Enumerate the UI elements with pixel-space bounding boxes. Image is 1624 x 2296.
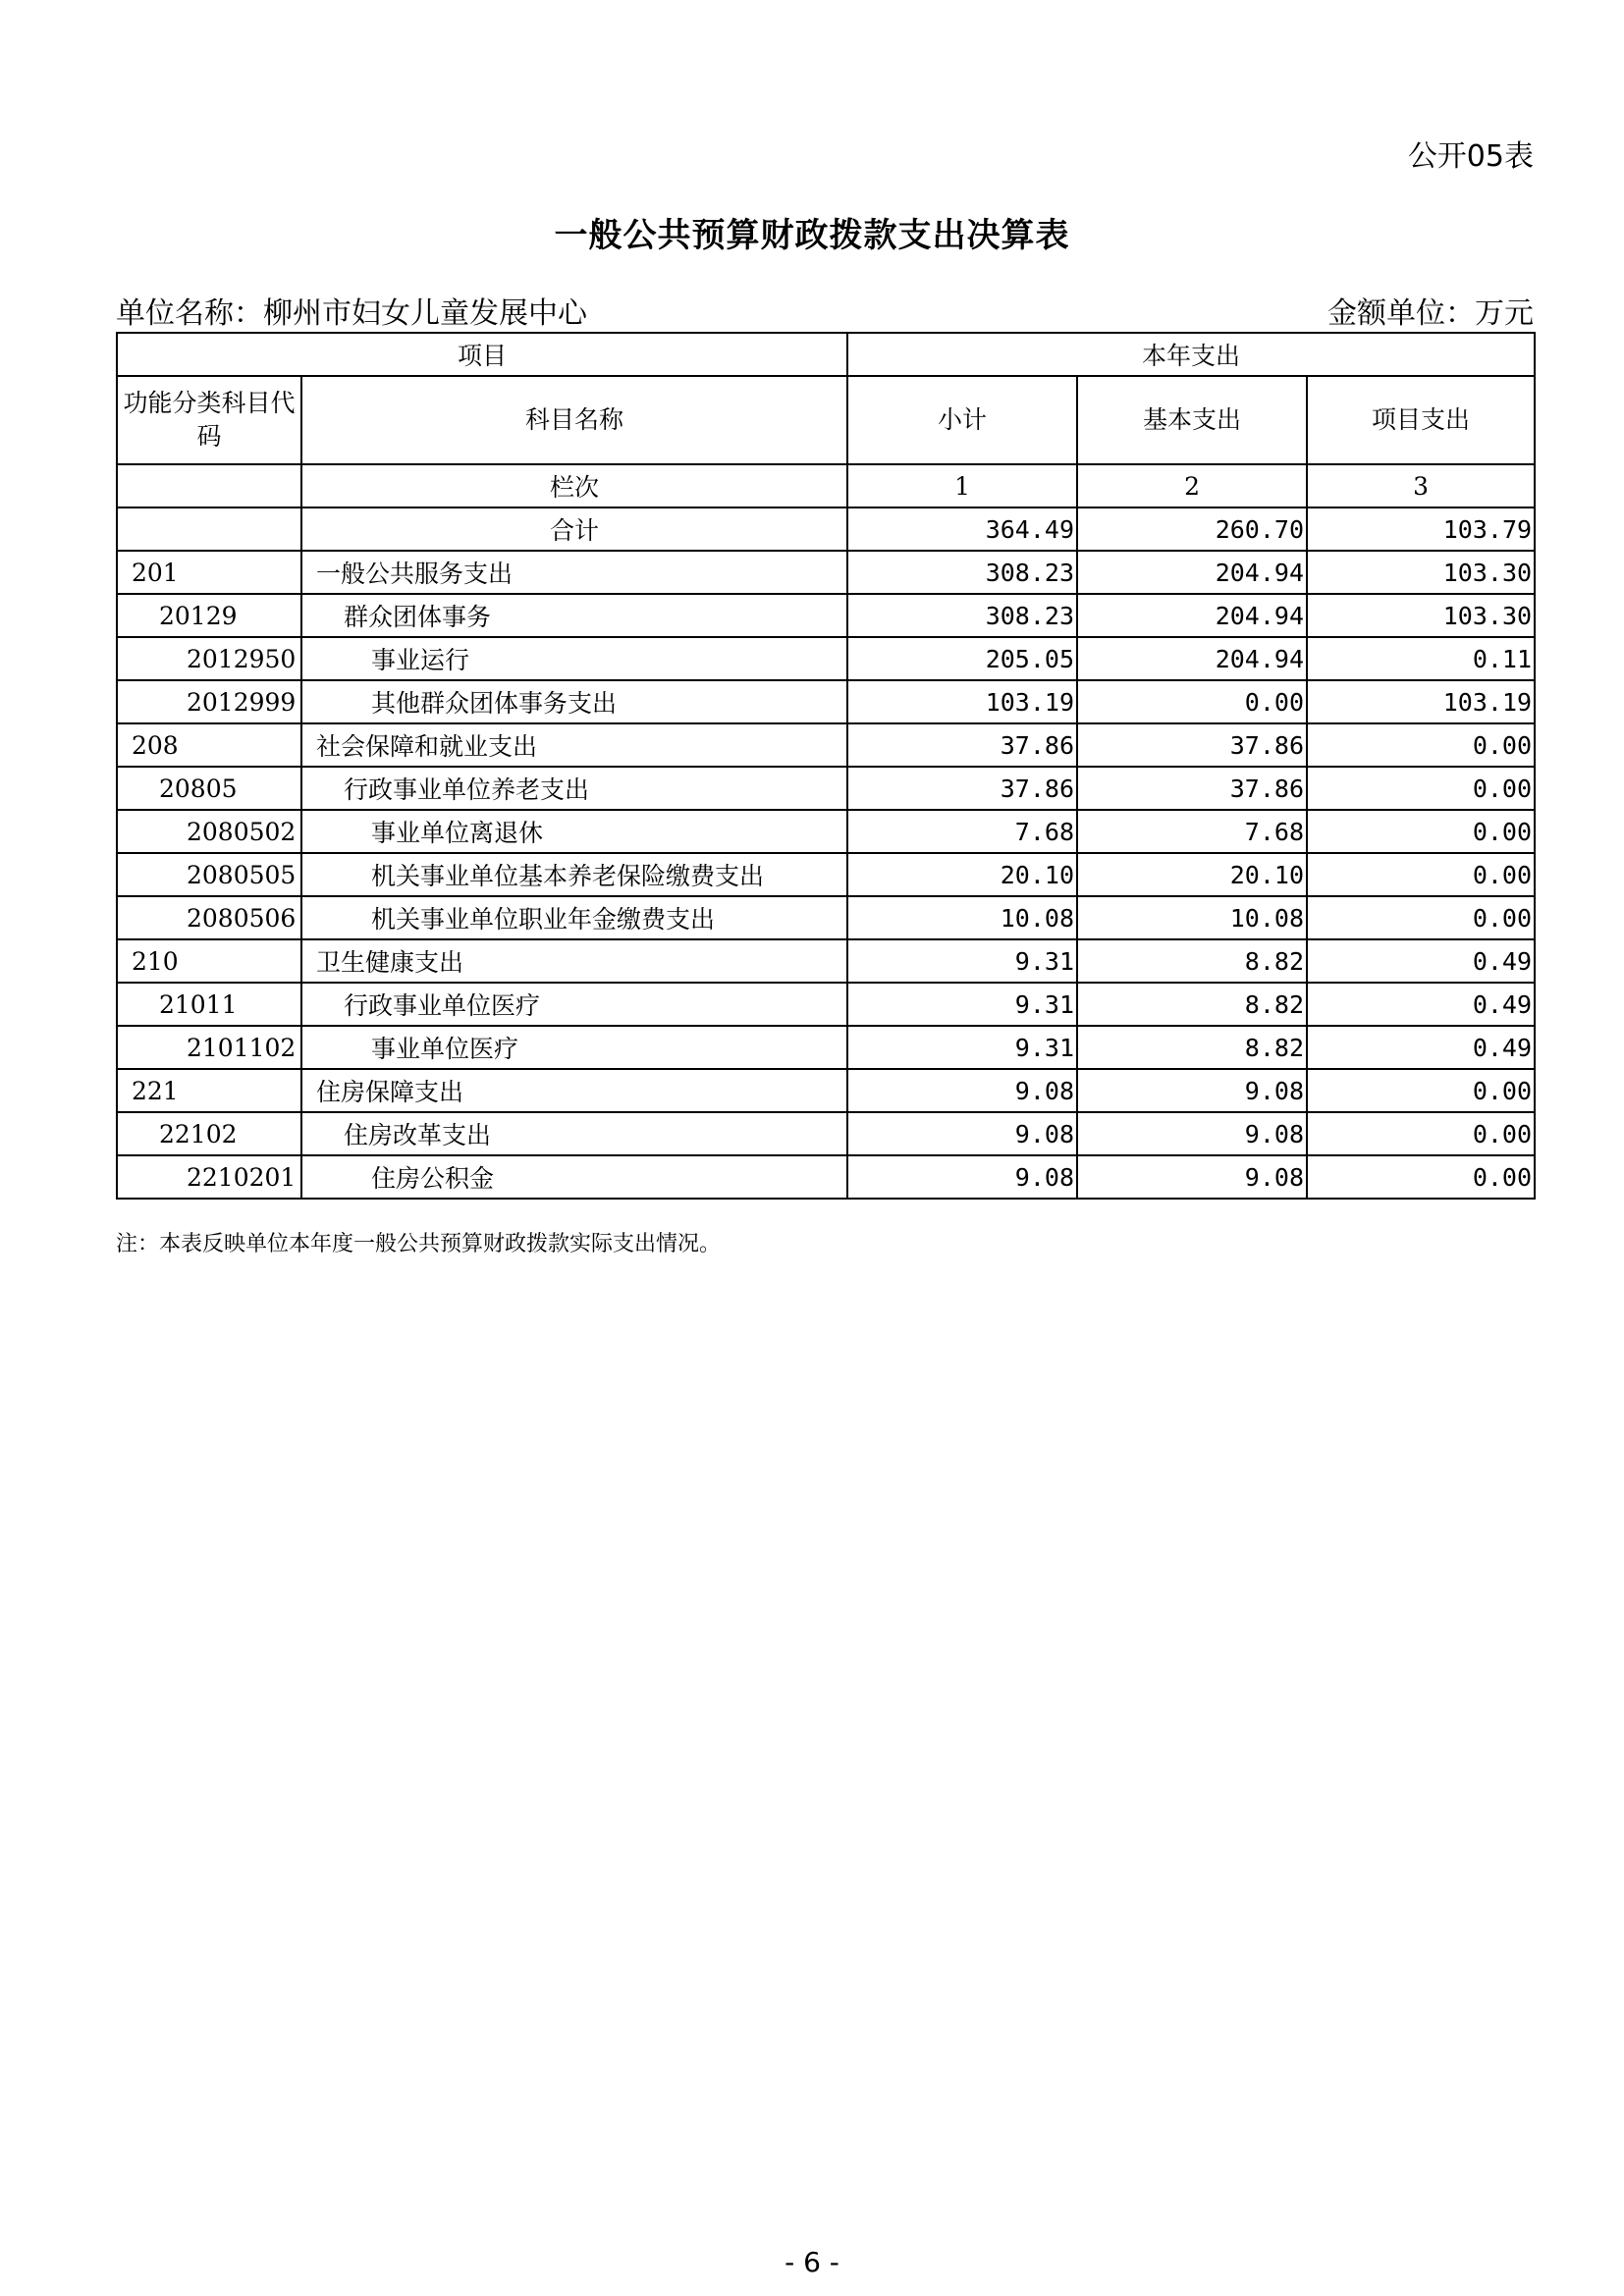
row-basic: 8.82 bbox=[1077, 983, 1307, 1026]
row-name: 社会保障和就业支出 bbox=[301, 723, 847, 767]
table-row bbox=[117, 680, 1535, 723]
row-project: 103.30 bbox=[1307, 551, 1535, 594]
row-basic: 0.00 bbox=[1077, 680, 1307, 723]
row-subtotal: 20.10 bbox=[847, 853, 1077, 896]
row-basic: 8.82 bbox=[1077, 939, 1307, 983]
row-basic: 9.08 bbox=[1077, 1155, 1307, 1199]
total-row bbox=[117, 507, 1535, 551]
row-subtotal: 9.08 bbox=[847, 1069, 1077, 1112]
row-name: 事业单位离退休 bbox=[301, 810, 847, 853]
row-project: 0.00 bbox=[1307, 853, 1535, 896]
row-name: 行政事业单位养老支出 bbox=[301, 767, 847, 810]
row-subtotal: 308.23 bbox=[847, 594, 1077, 637]
row-code: 2080506 bbox=[117, 896, 301, 939]
row-code: 201 bbox=[117, 551, 301, 594]
row-basic: 7.68 bbox=[1077, 810, 1307, 853]
row-subtotal: 37.86 bbox=[847, 767, 1077, 810]
row-project: 0.00 bbox=[1307, 810, 1535, 853]
table-row bbox=[117, 594, 1535, 637]
expenditure-table bbox=[116, 332, 1536, 1200]
table-note: 注：本表反映单位本年度一般公共预算财政拨款实际支出情况。 bbox=[116, 1232, 722, 1256]
row-basic: 37.86 bbox=[1077, 767, 1307, 810]
row-basic: 9.08 bbox=[1077, 1112, 1307, 1155]
header-current-year: 本年支出 bbox=[847, 333, 1535, 376]
row-project: 103.19 bbox=[1307, 680, 1535, 723]
row-project: 0.11 bbox=[1307, 637, 1535, 680]
row-project: 0.49 bbox=[1307, 1026, 1535, 1069]
row-basic: 204.94 bbox=[1077, 637, 1307, 680]
column-index-2: 2 bbox=[1077, 464, 1307, 507]
row-basic: 204.94 bbox=[1077, 594, 1307, 637]
row-subtotal: 308.23 bbox=[847, 551, 1077, 594]
row-name: 机关事业单位基本养老保险缴费支出 bbox=[301, 853, 847, 896]
row-subtotal: 9.31 bbox=[847, 1026, 1077, 1069]
table-row bbox=[117, 1112, 1535, 1155]
table-row bbox=[117, 637, 1535, 680]
row-code: 2101102 bbox=[117, 1026, 301, 1069]
row-code: 22102 bbox=[117, 1112, 301, 1155]
row-name: 机关事业单位职业年金缴费支出 bbox=[301, 896, 847, 939]
table-row bbox=[117, 810, 1535, 853]
row-name: 住房改革支出 bbox=[301, 1112, 847, 1155]
table-row bbox=[117, 723, 1535, 767]
row-project: 0.00 bbox=[1307, 896, 1535, 939]
row-code: 20805 bbox=[117, 767, 301, 810]
column-label: 栏次 bbox=[301, 464, 847, 507]
row-code: 2210201 bbox=[117, 1155, 301, 1199]
table-row bbox=[117, 551, 1535, 594]
form-number: 公开05表 bbox=[1407, 139, 1534, 174]
row-code: 21011 bbox=[117, 983, 301, 1026]
row-basic: 20.10 bbox=[1077, 853, 1307, 896]
amount-unit: 金额单位：万元 bbox=[1327, 296, 1534, 331]
table-row bbox=[117, 1069, 1535, 1112]
row-subtotal: 205.05 bbox=[847, 637, 1077, 680]
page-number: - 6 - bbox=[785, 2246, 839, 2278]
column-index-3: 3 bbox=[1307, 464, 1535, 507]
row-subtotal: 37.86 bbox=[847, 723, 1077, 767]
table-row bbox=[117, 767, 1535, 810]
header-project: 项目支出 bbox=[1307, 376, 1535, 464]
column-index-1: 1 bbox=[847, 464, 1077, 507]
row-code: 2080505 bbox=[117, 853, 301, 896]
row-project: 0.49 bbox=[1307, 939, 1535, 983]
row-basic: 9.08 bbox=[1077, 1069, 1307, 1112]
total-label: 合计 bbox=[301, 507, 847, 551]
header-name: 科目名称 bbox=[301, 376, 847, 464]
row-code: 2012999 bbox=[117, 680, 301, 723]
table-row bbox=[117, 983, 1535, 1026]
row-subtotal: 9.31 bbox=[847, 983, 1077, 1026]
row-subtotal: 103.19 bbox=[847, 680, 1077, 723]
row-project: 0.49 bbox=[1307, 983, 1535, 1026]
row-project: 0.00 bbox=[1307, 723, 1535, 767]
total-project: 103.79 bbox=[1307, 507, 1535, 551]
table-row bbox=[117, 1026, 1535, 1069]
row-code: 210 bbox=[117, 939, 301, 983]
row-subtotal: 9.08 bbox=[847, 1112, 1077, 1155]
row-basic: 37.86 bbox=[1077, 723, 1307, 767]
row-project: 103.30 bbox=[1307, 594, 1535, 637]
row-project: 0.00 bbox=[1307, 1112, 1535, 1155]
total-subtotal: 364.49 bbox=[847, 507, 1077, 551]
unit-name: 单位名称：柳州市妇女儿童发展中心 bbox=[116, 296, 587, 331]
row-basic: 8.82 bbox=[1077, 1026, 1307, 1069]
row-name: 事业单位医疗 bbox=[301, 1026, 847, 1069]
total-code-blank bbox=[117, 507, 301, 551]
row-code: 2012950 bbox=[117, 637, 301, 680]
table-row bbox=[117, 939, 1535, 983]
row-name: 住房保障支出 bbox=[301, 1069, 847, 1112]
header-subtotal: 小计 bbox=[847, 376, 1077, 464]
row-name: 住房公积金 bbox=[301, 1155, 847, 1199]
row-name: 事业运行 bbox=[301, 637, 847, 680]
row-name: 群众团体事务 bbox=[301, 594, 847, 637]
row-subtotal: 9.31 bbox=[847, 939, 1077, 983]
row-code: 221 bbox=[117, 1069, 301, 1112]
table-row bbox=[117, 853, 1535, 896]
row-name: 其他群众团体事务支出 bbox=[301, 680, 847, 723]
document-title: 一般公共预算财政拨款支出决算表 bbox=[554, 216, 1070, 255]
row-subtotal: 10.08 bbox=[847, 896, 1077, 939]
header-code: 功能分类科目代码 bbox=[117, 376, 301, 464]
column-label-blank bbox=[117, 464, 301, 507]
meta-line bbox=[116, 289, 1534, 332]
row-subtotal: 7.68 bbox=[847, 810, 1077, 853]
row-code: 20129 bbox=[117, 594, 301, 637]
row-subtotal: 9.08 bbox=[847, 1155, 1077, 1199]
row-name: 行政事业单位医疗 bbox=[301, 983, 847, 1026]
row-project: 0.00 bbox=[1307, 1155, 1535, 1199]
row-name: 一般公共服务支出 bbox=[301, 551, 847, 594]
table-row bbox=[117, 896, 1535, 939]
row-code: 208 bbox=[117, 723, 301, 767]
table-body bbox=[117, 551, 1535, 1199]
row-project: 0.00 bbox=[1307, 767, 1535, 810]
header-basic: 基本支出 bbox=[1077, 376, 1307, 464]
row-basic: 204.94 bbox=[1077, 551, 1307, 594]
total-basic: 260.70 bbox=[1077, 507, 1307, 551]
row-project: 0.00 bbox=[1307, 1069, 1535, 1112]
table-row bbox=[117, 1155, 1535, 1199]
header-item: 项目 bbox=[117, 333, 847, 376]
row-name: 卫生健康支出 bbox=[301, 939, 847, 983]
row-basic: 10.08 bbox=[1077, 896, 1307, 939]
row-code: 2080502 bbox=[117, 810, 301, 853]
